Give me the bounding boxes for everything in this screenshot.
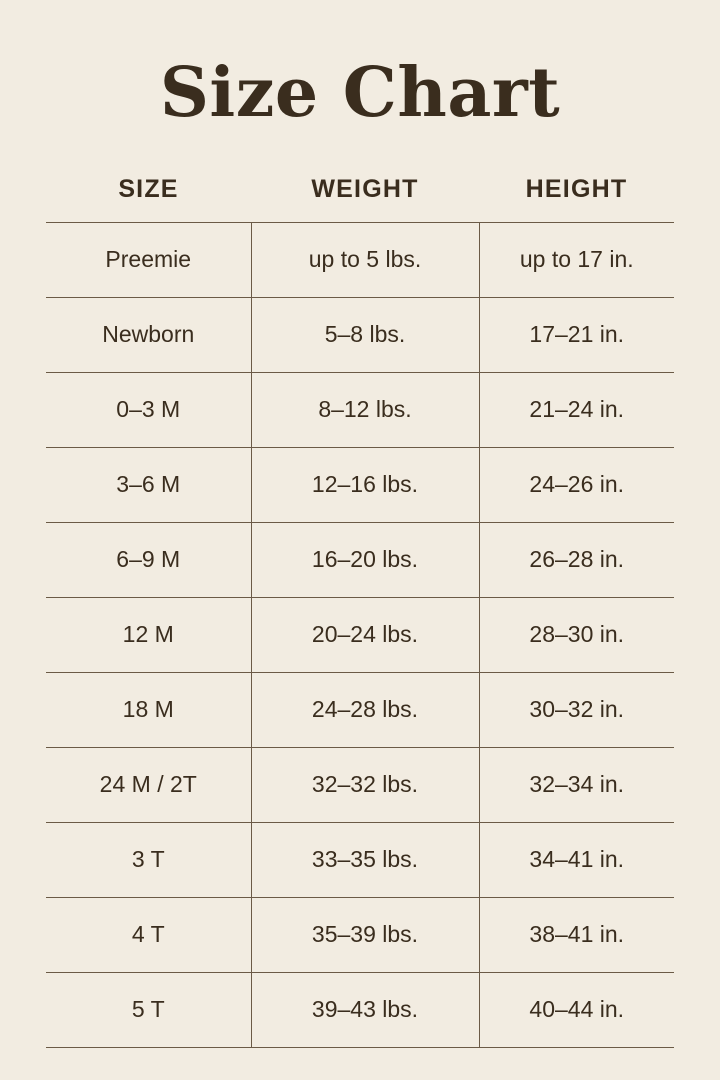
table-row: [46, 597, 674, 672]
cell-weight: 24–28 lbs.: [251, 672, 479, 747]
table-row: [46, 897, 674, 972]
cell-height: 21–24 in.: [479, 372, 674, 447]
cell-height: 38–41 in.: [479, 897, 674, 972]
cell-size: 6–9 M: [46, 522, 251, 597]
cell-weight: 16–20 lbs.: [251, 522, 479, 597]
table-row: [46, 522, 674, 597]
table-row: [46, 447, 674, 522]
table-row: [46, 297, 674, 372]
table-header-row: [46, 175, 674, 223]
page-title: Size Chart: [159, 53, 561, 133]
cell-size: 12 M: [46, 597, 251, 672]
cell-size: 3 T: [46, 822, 251, 897]
cell-height: 30–32 in.: [479, 672, 674, 747]
cell-weight: 35–39 lbs.: [251, 897, 479, 972]
table-row: [46, 222, 674, 297]
cell-height: 32–34 in.: [479, 747, 674, 822]
cell-size: Newborn: [46, 297, 251, 372]
cell-size: 0–3 M: [46, 372, 251, 447]
size-chart-table: [46, 175, 674, 1048]
table-body: [46, 222, 674, 1047]
cell-size: 4 T: [46, 897, 251, 972]
table-header: [46, 175, 674, 223]
cell-height: 40–44 in.: [479, 972, 674, 1047]
table-row: [46, 972, 674, 1047]
cell-height: 28–30 in.: [479, 597, 674, 672]
cell-size: 24 M / 2T: [46, 747, 251, 822]
cell-height: 24–26 in.: [479, 447, 674, 522]
cell-weight: up to 5 lbs.: [251, 222, 479, 297]
cell-weight: 32–32 lbs.: [251, 747, 479, 822]
table-row: [46, 747, 674, 822]
cell-weight: 8–12 lbs.: [251, 372, 479, 447]
cell-height: 17–21 in.: [479, 297, 674, 372]
cell-height: up to 17 in.: [479, 222, 674, 297]
cell-weight: 33–35 lbs.: [251, 822, 479, 897]
cell-size: 3–6 M: [46, 447, 251, 522]
cell-weight: 39–43 lbs.: [251, 972, 479, 1047]
column-header-height: HEIGHT: [525, 174, 628, 203]
cell-size: 18 M: [46, 672, 251, 747]
cell-size: 5 T: [46, 972, 251, 1047]
column-header-weight: WEIGHT: [311, 174, 419, 203]
table-row: [46, 372, 674, 447]
cell-height: 34–41 in.: [479, 822, 674, 897]
cell-weight: 5–8 lbs.: [251, 297, 479, 372]
cell-size: Preemie: [46, 222, 251, 297]
cell-weight: 20–24 lbs.: [251, 597, 479, 672]
table-row: [46, 672, 674, 747]
cell-height: 26–28 in.: [479, 522, 674, 597]
cell-weight: 12–16 lbs.: [251, 447, 479, 522]
table-row: [46, 822, 674, 897]
column-header-size: SIZE: [118, 174, 179, 203]
